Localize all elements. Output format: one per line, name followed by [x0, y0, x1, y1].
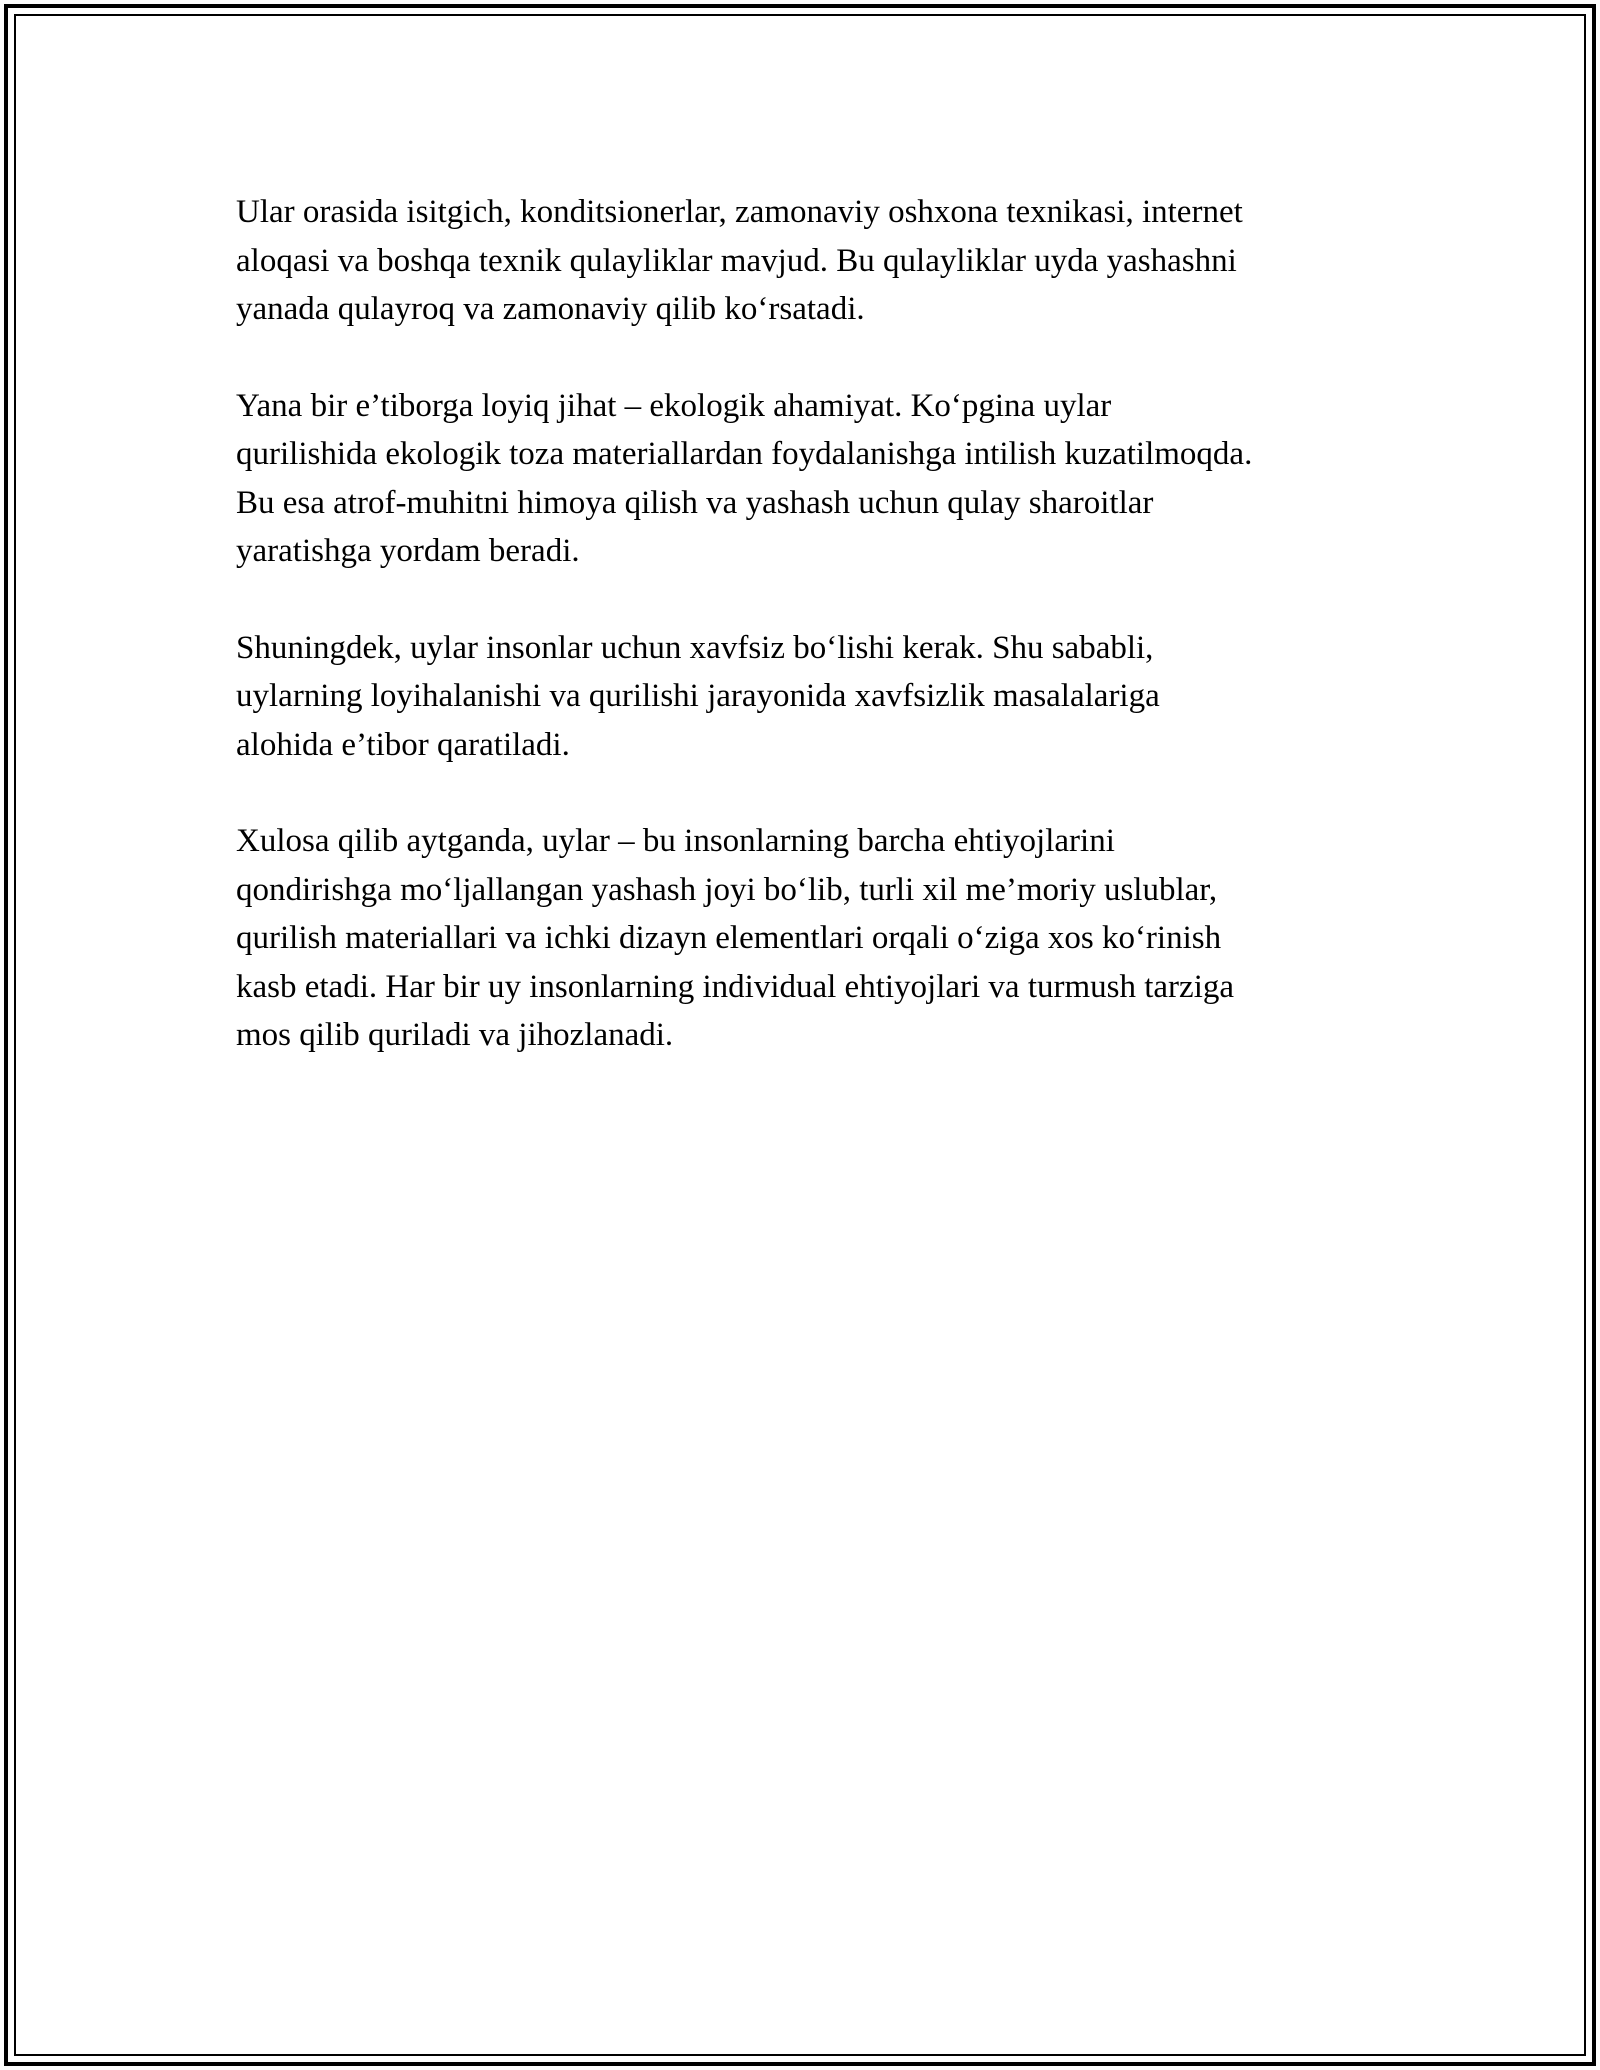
paragraph-4: Xulosa qilib aytganda, uylar – bu insonlarning barcha ehtiyojlarini qondirishga mo‘ljallangan yashash joyi bo‘lib, turli xil me’moriy uslublar, qurilish materiallari va ichki dizayn elementlari orqali o‘ziga xos ko‘rinish kasb etadi. Har bir uy insonlarning individual ehtiyojlari va turmush tarziga mos qilib quriladi va jihozlanadi.	[236, 823, 1235, 1053]
paragraph-3: Shuningdek, uylar insonlar uchun xavfsiz bo‘lishi kerak. Shu sababli, uylarning loyihalanishi va qurilishi jarayonida xavfsizlik masalalariga alohida e’tibor qaratiladi.	[236, 629, 1160, 763]
document-body	[236, 188, 1376, 1108]
paragraph-1: Ular orasida isitgich, konditsionerlar, zamonaviy oshxona texnikasi, internet aloqasi va boshqa texnik qulayliklar mavjud. Bu qulayliklar uyda yashashni yanada qulayroq va zamonaviy qilib ko‘rsatadi.	[236, 194, 1243, 327]
paragraph-2: Yana bir e’tiborga loyiq jihat – ekologik ahamiyat. Ko‘pgina uylar qurilishida ekologik toza materiallardan foydalanishga intilish kuzatilmoqda. Bu esa atrof-muhitni himoya qilish va yashash uchun qulay sharoitlar yaratishga yordam beradi.	[236, 387, 1253, 569]
